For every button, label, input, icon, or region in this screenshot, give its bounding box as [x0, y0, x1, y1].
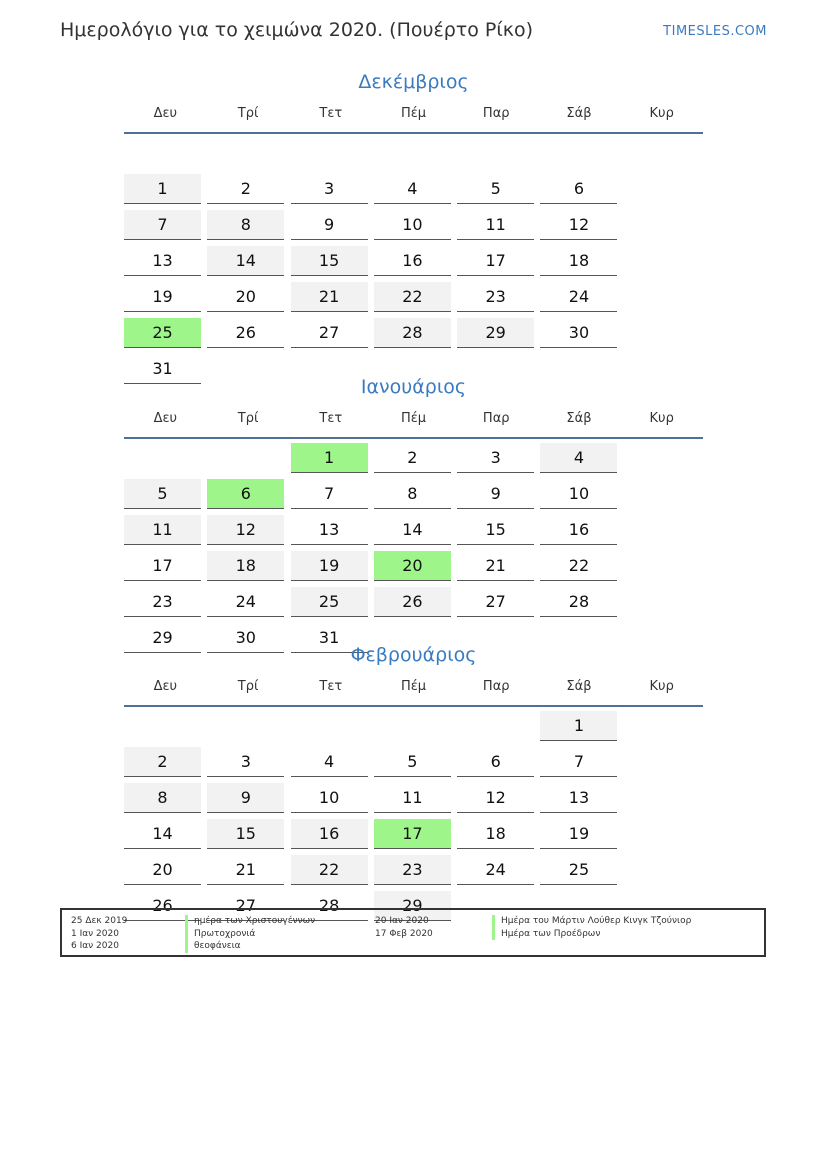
- day-cell: 28: [540, 587, 617, 617]
- weekday-label: Τετ: [319, 410, 343, 426]
- day-cell: 22: [374, 282, 451, 312]
- day-cell: 17: [124, 551, 201, 581]
- empty-cell: [207, 138, 284, 168]
- empty-cell: [291, 711, 368, 741]
- day-cell: 25: [291, 587, 368, 617]
- day-cell: 9: [291, 210, 368, 240]
- day-cell: 13: [124, 246, 201, 276]
- day-cell: 25: [540, 855, 617, 885]
- month-calendar-february: [124, 640, 703, 927]
- day-cell: 18: [540, 246, 617, 276]
- day-cell: 18: [457, 819, 534, 849]
- day-cell: 11: [457, 210, 534, 240]
- weekday-label: Τρί: [237, 105, 259, 121]
- day-cell: 29: [124, 623, 201, 653]
- weekday-header: [124, 670, 703, 702]
- empty-cell: [124, 711, 201, 741]
- day-cell: 4: [540, 443, 617, 473]
- day-cell: 19: [124, 282, 201, 312]
- month-calendar-december: [124, 67, 703, 390]
- day-grid: [124, 443, 703, 659]
- day-cell: 29: [374, 891, 451, 921]
- day-cell: 2: [124, 747, 201, 777]
- weekday-label: Κυρ: [649, 105, 674, 121]
- day-cell: 21: [457, 551, 534, 581]
- legend-date: 25 Δεκ 2019: [71, 916, 128, 926]
- legend-date: 17 Φεβ 2020: [375, 928, 433, 939]
- day-cell: 23: [457, 282, 534, 312]
- day-cell: 9: [207, 783, 284, 813]
- legend-holiday-name: ημέρα των Χριστουγέννων: [185, 915, 315, 928]
- day-cell: 13: [291, 515, 368, 545]
- day-cell: 2: [207, 174, 284, 204]
- day-cell: 24: [540, 282, 617, 312]
- day-cell: 16: [540, 515, 617, 545]
- day-cell: 10: [540, 479, 617, 509]
- weekday-label: Δευ: [153, 410, 178, 426]
- day-cell: 4: [291, 747, 368, 777]
- day-cell: 31: [124, 354, 201, 384]
- day-cell: 28: [291, 891, 368, 921]
- day-cell: 1: [540, 711, 617, 741]
- day-cell: 5: [374, 747, 451, 777]
- legend-holiday-name: Ημέρα του Μάρτιν Λούθερ Κινγκ Τζούνιορ: [492, 915, 691, 928]
- day-cell: 15: [457, 515, 534, 545]
- day-cell: 11: [374, 783, 451, 813]
- legend-date: 20 Ιαν 2020: [375, 916, 429, 926]
- day-cell: 28: [374, 318, 451, 348]
- legend-dates-right: [375, 915, 433, 940]
- day-cell: 26: [124, 891, 201, 921]
- holiday-day-cell: 17: [374, 819, 451, 849]
- day-cell: 22: [540, 551, 617, 581]
- legend-holiday-name: θεοφάνεια: [185, 940, 315, 953]
- month-title: Δεκέμβριος: [358, 71, 469, 93]
- weekday-label: Δευ: [153, 105, 178, 121]
- day-cell: 30: [207, 623, 284, 653]
- day-cell: 12: [540, 210, 617, 240]
- day-cell: 16: [374, 246, 451, 276]
- page-title: Ημερολόγιο για το χειμώνα 2020. (Πουέρτο Ρίκο): [60, 19, 534, 41]
- day-cell: 14: [124, 819, 201, 849]
- empty-cell: [291, 138, 368, 168]
- day-cell: 14: [374, 515, 451, 545]
- empty-cell: [207, 711, 284, 741]
- weekday-label: Σάβ: [566, 678, 592, 694]
- day-cell: 5: [124, 479, 201, 509]
- legend-date: 1 Ιαν 2020: [71, 928, 119, 939]
- weekday-label: Πέμ: [400, 410, 427, 426]
- weekday-label: Τετ: [319, 678, 343, 694]
- day-cell: 7: [540, 747, 617, 777]
- brand-link[interactable]: TIMESLES.COM: [663, 24, 767, 39]
- empty-cell: [207, 443, 284, 473]
- day-cell: 17: [457, 246, 534, 276]
- day-cell: 22: [291, 855, 368, 885]
- weekday-label: Κυρ: [649, 410, 674, 426]
- header-divider: [124, 437, 703, 439]
- month-title: Φεβρουάριος: [350, 644, 477, 666]
- day-cell: 23: [374, 855, 451, 885]
- empty-cell: [374, 711, 451, 741]
- empty-cell: [124, 138, 201, 168]
- weekday-header: [124, 402, 703, 434]
- day-cell: 9: [457, 479, 534, 509]
- day-grid: [124, 138, 703, 390]
- legend-holiday-name: Ημέρα των Προέδρων: [492, 928, 691, 941]
- weekday-header: [124, 97, 703, 129]
- day-cell: 14: [207, 246, 284, 276]
- legend-date: 6 Ιαν 2020: [71, 941, 119, 951]
- day-cell: 8: [124, 783, 201, 813]
- weekday-label: Παρ: [482, 105, 510, 121]
- day-grid: [124, 711, 703, 927]
- legend-names-left: [185, 915, 315, 953]
- weekday-label: Παρ: [482, 410, 510, 426]
- day-cell: 13: [540, 783, 617, 813]
- day-cell: 12: [457, 783, 534, 813]
- day-cell: 6: [457, 747, 534, 777]
- day-cell: 19: [291, 551, 368, 581]
- weekday-label: Πέμ: [400, 105, 427, 121]
- holiday-legend: [60, 908, 766, 957]
- day-cell: 30: [540, 318, 617, 348]
- day-cell: 26: [374, 587, 451, 617]
- day-cell: 10: [291, 783, 368, 813]
- day-cell: 10: [374, 210, 451, 240]
- weekday-label: Κυρ: [649, 678, 674, 694]
- month-calendar-january: [124, 372, 703, 659]
- month-title: Ιανουάριος: [360, 376, 467, 398]
- empty-cell: [124, 443, 201, 473]
- empty-cell: [540, 138, 617, 168]
- holiday-day-cell: 25: [124, 318, 201, 348]
- weekday-label: Δευ: [153, 678, 178, 694]
- day-cell: 27: [291, 318, 368, 348]
- header-divider: [124, 705, 703, 707]
- day-cell: 8: [374, 479, 451, 509]
- day-cell: 19: [540, 819, 617, 849]
- day-cell: 12: [207, 515, 284, 545]
- empty-cell: [374, 138, 451, 168]
- day-cell: 27: [457, 587, 534, 617]
- day-cell: 23: [124, 587, 201, 617]
- day-cell: 6: [540, 174, 617, 204]
- weekday-label: Σάβ: [566, 105, 592, 121]
- day-cell: 3: [207, 747, 284, 777]
- header-divider: [124, 132, 703, 134]
- weekday-label: Τετ: [319, 105, 343, 121]
- day-cell: 31: [291, 623, 368, 653]
- legend-holiday-name: Πρωτοχρονιά: [185, 928, 315, 941]
- legend-names-right: [492, 915, 691, 940]
- day-cell: 24: [457, 855, 534, 885]
- holiday-day-cell: 1: [291, 443, 368, 473]
- day-cell: 3: [291, 174, 368, 204]
- weekday-label: Τρί: [237, 410, 259, 426]
- day-cell: 4: [374, 174, 451, 204]
- day-cell: 11: [124, 515, 201, 545]
- day-cell: 26: [207, 318, 284, 348]
- holiday-day-cell: 20: [374, 551, 451, 581]
- weekday-label: Σάβ: [566, 410, 592, 426]
- legend-dates-left: [71, 915, 127, 953]
- day-cell: 7: [291, 479, 368, 509]
- empty-cell: [457, 138, 534, 168]
- day-cell: 2: [374, 443, 451, 473]
- day-cell: 7: [124, 210, 201, 240]
- day-cell: 20: [124, 855, 201, 885]
- weekday-label: Τρί: [237, 678, 259, 694]
- day-cell: 15: [207, 819, 284, 849]
- day-cell: 24: [207, 587, 284, 617]
- day-cell: 20: [207, 282, 284, 312]
- holiday-day-cell: 6: [207, 479, 284, 509]
- day-cell: 29: [457, 318, 534, 348]
- weekday-label: Πέμ: [400, 678, 427, 694]
- day-cell: 21: [291, 282, 368, 312]
- empty-cell: [457, 711, 534, 741]
- day-cell: 16: [291, 819, 368, 849]
- day-cell: 5: [457, 174, 534, 204]
- day-cell: 3: [457, 443, 534, 473]
- day-cell: 27: [207, 891, 284, 921]
- day-cell: 21: [207, 855, 284, 885]
- day-cell: 15: [291, 246, 368, 276]
- weekday-label: Παρ: [482, 678, 510, 694]
- day-cell: 1: [124, 174, 201, 204]
- day-cell: 8: [207, 210, 284, 240]
- day-cell: 18: [207, 551, 284, 581]
